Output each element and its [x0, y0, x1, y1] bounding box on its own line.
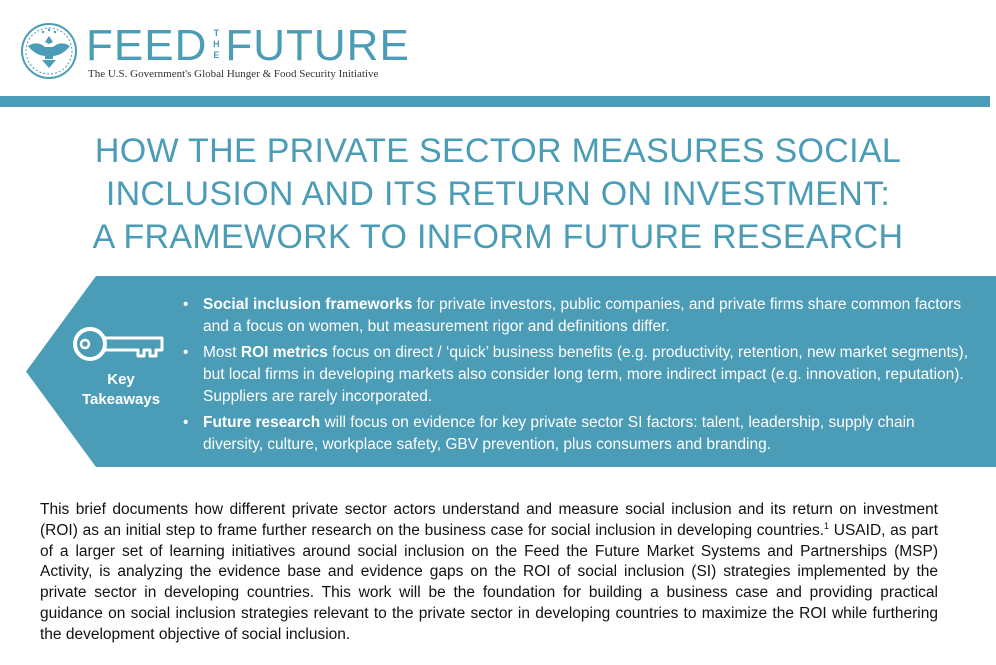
key-takeaways-panel — [26, 276, 996, 467]
brand-feed: FEED — [86, 21, 208, 70]
takeaway-item: • Future research will focus on evidence for key private sector SI factors: talent, leadership, supply chain diversity, culture, workplace safety, GBV prevention, plus consumers and branding. — [183, 414, 915, 453]
bullet-icon: • — [183, 414, 189, 431]
takeaway-item: • Most ROI metrics focus on direct / ‘quick’ business benefits (e.g. productivity, retention, new market segments), but local firms in developing markets also consider long term, more indirect impact (e.g. innovation, reputation). Suppliers are rarely incorporated. — [183, 344, 969, 405]
body-paragraph: This brief documents how different private sector actors understand and measure social inclusion and its return on investment (ROI) as an initial step to frame further research on the business case for social inclusion in developing countries.$^1$ USAID, as part of a larger set of learning initiatives around social inclusion on the Feed the Future Market Systems and Partnerships (MSP) Activity, is analyzing the evidence base and evidence gaps on the ROI of social inclusion (SI) strategies implemented by the private sector in developing countries. This work will be the foundation for building a business case and providing practical guidance on social inclusion strategies relevant to the private sector in developing countries to maximize the ROI while furthering the development objective of social inclusion. — [40, 501, 938, 643]
bullet-icon: • — [183, 344, 189, 361]
title-line: A FRAMEWORK TO INFORM FUTURE RESEARCH — [92, 218, 904, 256]
title-line: INCLUSION AND ITS RETURN ON INVESTMENT: — [105, 175, 891, 213]
takeaway-item: • Social inclusion frameworks for private investors, public companies, and private firms share common factors and a focus on women, but measurement rigor and definitions differ. — [183, 296, 962, 335]
key-takeaways-label: Key Takeaways — [81, 371, 161, 408]
brand-the: T H E — [213, 28, 220, 60]
footnote-marker[interactable]: 1 — [824, 520, 830, 531]
brand-future: FUTURE — [225, 21, 410, 70]
tagline: The U.S. Government's Global Hunger & Food Security Initiative — [88, 68, 379, 80]
key-icon — [70, 324, 166, 364]
header — [0, 0, 996, 96]
feed-the-future-wordmark — [86, 21, 410, 74]
bullet-icon: • — [183, 296, 189, 313]
title-line: HOW THE PRIVATE SECTOR MEASURES SOCIAL — [94, 132, 902, 170]
usg-eagle-seal-icon — [20, 22, 78, 80]
header-rule — [0, 96, 990, 107]
takeaways-list — [183, 294, 973, 460]
page-title — [0, 130, 996, 259]
